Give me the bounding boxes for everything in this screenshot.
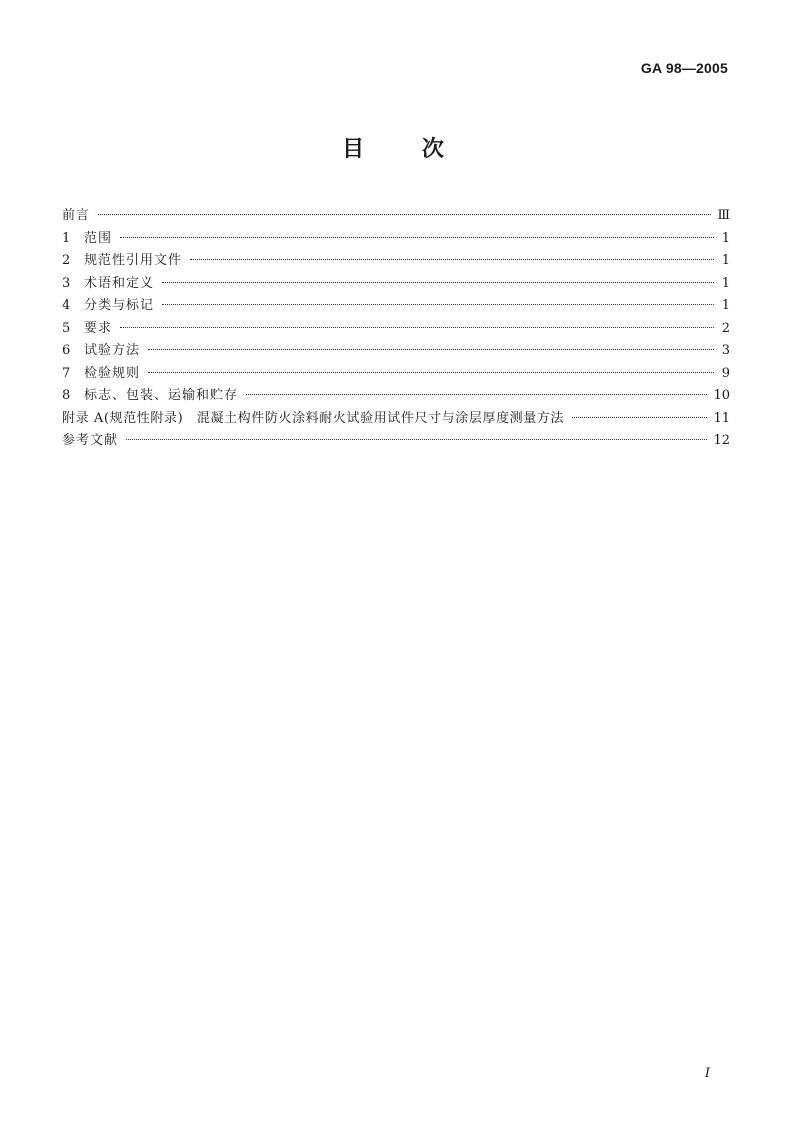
toc-title [0, 132, 786, 163]
toc-entry-page: 2 [721, 320, 730, 336]
toc-entry-label: 标志、包装、运输和贮存 [84, 388, 239, 403]
toc-entry-foreword[interactable] [62, 205, 730, 228]
toc-entry-number: 5 [62, 320, 71, 336]
dot-leader [126, 439, 707, 440]
toc-entry-number: 2 [62, 253, 71, 268]
toc-list [62, 205, 730, 453]
dot-leader [120, 327, 714, 328]
toc-entry-label: 范围 [84, 230, 113, 246]
toc-entry-classification[interactable] [62, 295, 730, 318]
toc-entry-label: 附录 A(规范性附录) 混凝土构件防火涂料耐火试验用试件尺寸与涂层厚度测量方法 [62, 410, 565, 426]
dot-leader [148, 349, 714, 350]
toc-entry-inspection-rules[interactable] [62, 363, 730, 386]
toc-entry-page: 11 [713, 410, 730, 426]
page-number: I [704, 1066, 710, 1081]
toc-entry-bibliography[interactable] [62, 430, 730, 453]
toc-title-char: 次 [421, 137, 444, 162]
toc-entry-label: 术语和定义 [84, 275, 155, 291]
dot-leader [120, 237, 714, 238]
toc-entry-page: 12 [713, 433, 730, 448]
dot-leader [190, 259, 714, 260]
toc-entry-label: 分类与标记 [84, 298, 155, 313]
toc-entry-page: 1 [721, 275, 730, 291]
toc-entry-label: 规范性引用文件 [84, 253, 183, 268]
toc-entry-label: 要求 [84, 320, 113, 336]
dot-leader [162, 282, 714, 283]
dot-leader [148, 372, 714, 373]
toc-entry-terms-definitions[interactable] [62, 273, 730, 296]
toc-entry-page: 1 [721, 253, 730, 268]
dot-leader [98, 214, 711, 215]
toc-entry-number: 1 [62, 230, 71, 246]
toc-entry-normative-references[interactable] [62, 250, 730, 273]
toc-entry-label: 前言 [62, 208, 91, 223]
toc-entry-label: 参考文献 [62, 433, 119, 448]
toc-entry-page: 10 [713, 388, 730, 403]
toc-title-char: 目 [342, 137, 365, 162]
toc-entry-number: 3 [62, 275, 71, 291]
toc-entry-page: 9 [721, 365, 730, 381]
toc-entry-annex-a[interactable] [62, 408, 730, 431]
toc-entry-number: 4 [62, 298, 71, 313]
toc-entry-page: Ⅲ [717, 208, 730, 223]
dot-leader [162, 304, 714, 305]
toc-entry-test-methods[interactable] [62, 340, 730, 363]
dot-leader [572, 417, 707, 418]
toc-entry-requirements[interactable] [62, 318, 730, 341]
toc-entry-label: 检验规则 [84, 365, 141, 381]
toc-entry-scope[interactable] [62, 228, 730, 251]
toc-entry-page: 1 [721, 230, 730, 246]
toc-entry-number: 6 [62, 343, 71, 358]
toc-entry-label: 试验方法 [84, 343, 141, 358]
dot-leader [246, 394, 707, 395]
standard-code: GA 98—2005 [640, 60, 728, 76]
toc-entry-marking-packaging[interactable] [62, 385, 730, 408]
toc-entry-page: 3 [721, 343, 730, 358]
toc-entry-number: 7 [62, 365, 71, 381]
toc-entry-number: 8 [62, 388, 71, 403]
toc-entry-page: 1 [721, 298, 730, 313]
